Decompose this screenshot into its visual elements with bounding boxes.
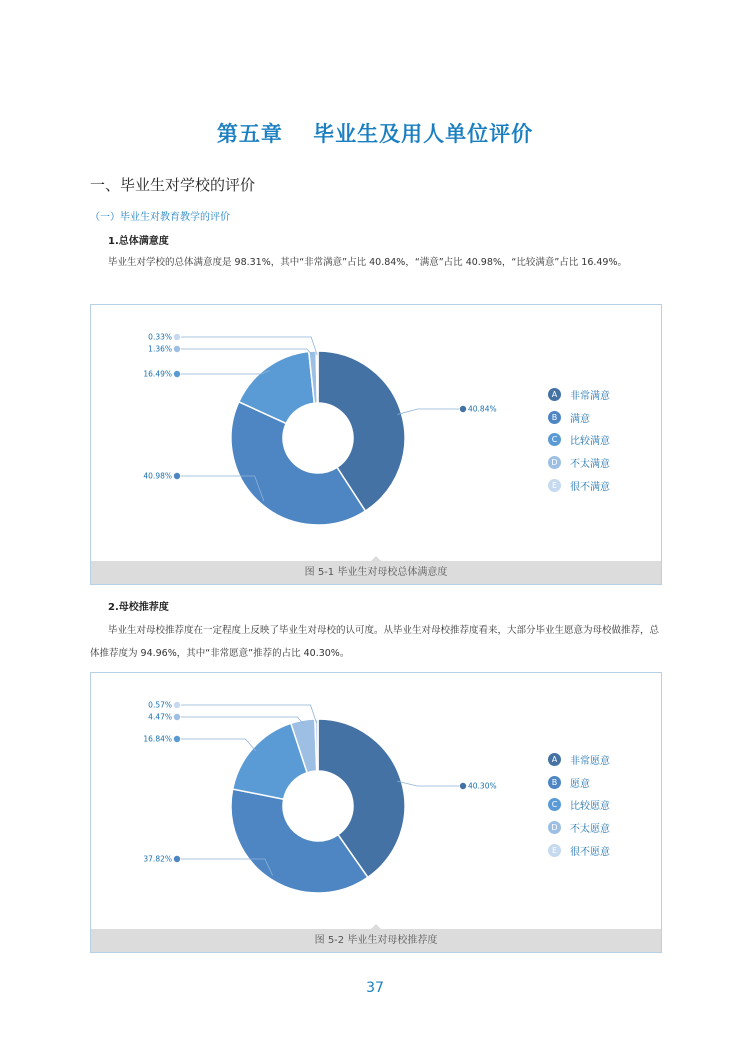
legend-label: 不太满意 [570,458,610,470]
leader-line [397,781,459,786]
data-label: 16.49% [143,369,172,379]
legend-letter-badge: E [548,479,561,492]
legend-label: 非常满意 [570,390,610,402]
leader-line [181,371,269,374]
data-label: 1.36% [148,344,172,354]
data-label: 4.47% [148,712,172,722]
label-marker [174,702,180,708]
heading-recommendation: 2.母校推荐度 [108,602,169,613]
data-label: 37.82% [143,854,172,864]
label-marker [174,714,180,720]
data-label: 40.84% [468,404,497,414]
figure-caption: 图 5-2 毕业生对母校推荐度 [91,929,661,952]
legend-label: 愿意 [570,778,590,790]
section-title: 一、毕业生对学校的评价 [90,176,256,194]
leader-line [181,337,317,355]
paragraph-satisfaction: 毕业生对学校的总体满意度是 98.31%，其中“非常满意”占比 40.84%，“满意”占比 40.98%，“比较满意”占比 16.49%。 [108,257,628,268]
legend-letter-badge: D [548,821,561,834]
chart-recommendation [90,672,662,953]
leader-line [398,409,459,414]
legend-item [548,428,610,451]
legend-label: 比较愿意 [570,801,610,813]
label-marker [174,334,180,340]
legend-item [548,793,610,816]
legend-label: 很不愿意 [570,846,610,858]
data-label: 16.84% [143,734,172,744]
legend-letter-badge: D [548,456,561,469]
page-number: 37 [366,980,384,996]
legend-letter-badge: C [548,798,561,811]
paragraph-recommendation: 毕业生对母校推荐度在一定程度上反映了毕业生对母校的认可度。从毕业生对母校推荐度看来，大部分毕业生愿意为母校做推荐，总体推荐度为 94.96%，其中“非常愿意”推荐的占比 40.30%。 [90,625,660,659]
legend-item [548,816,610,839]
chart-legend [548,383,610,496]
chapter-title: 第五章 毕业生及用人单位评价 [216,122,534,146]
legend-label: 非常愿意 [570,755,610,767]
leader-line [181,705,317,723]
data-label: 0.33% [148,332,172,342]
legend-item [548,771,610,794]
legend-item [548,383,610,406]
figure-caption: 图 5-1 毕业生对母校总体满意度 [91,561,661,584]
data-label: 0.57% [148,700,172,710]
leader-line [181,717,303,724]
legend-letter-badge: E [548,844,561,857]
label-marker [460,406,466,412]
legend-letter-badge: A [548,388,561,401]
legend-label: 不太愿意 [570,823,610,835]
legend-label: 很不满意 [570,481,610,493]
data-label: 40.30% [468,781,497,791]
legend-letter-badge: B [548,776,561,789]
legend-label: 满意 [570,413,590,425]
legend-item [548,748,610,771]
chart-legend [548,748,610,861]
label-marker [174,736,180,742]
subsection-title: （一）毕业生对教育教学的评价 [90,212,230,223]
legend-item [548,406,610,429]
legend-label: 比较满意 [570,436,610,448]
legend-item [548,839,610,862]
leader-line [181,739,256,751]
slice-e [316,351,318,403]
label-marker [174,346,180,352]
legend-item [548,451,610,474]
legend-letter-badge: A [548,753,561,766]
label-marker [174,371,180,377]
heading-overall-satisfaction: 1.总体满意度 [108,236,169,247]
label-marker [174,856,180,862]
label-marker [174,473,180,479]
legend-letter-badge: C [548,433,561,446]
legend-item [548,474,610,497]
legend-letter-badge: B [548,411,561,424]
chart-satisfaction [90,304,662,585]
data-label: 40.98% [143,471,172,481]
label-marker [460,783,466,789]
